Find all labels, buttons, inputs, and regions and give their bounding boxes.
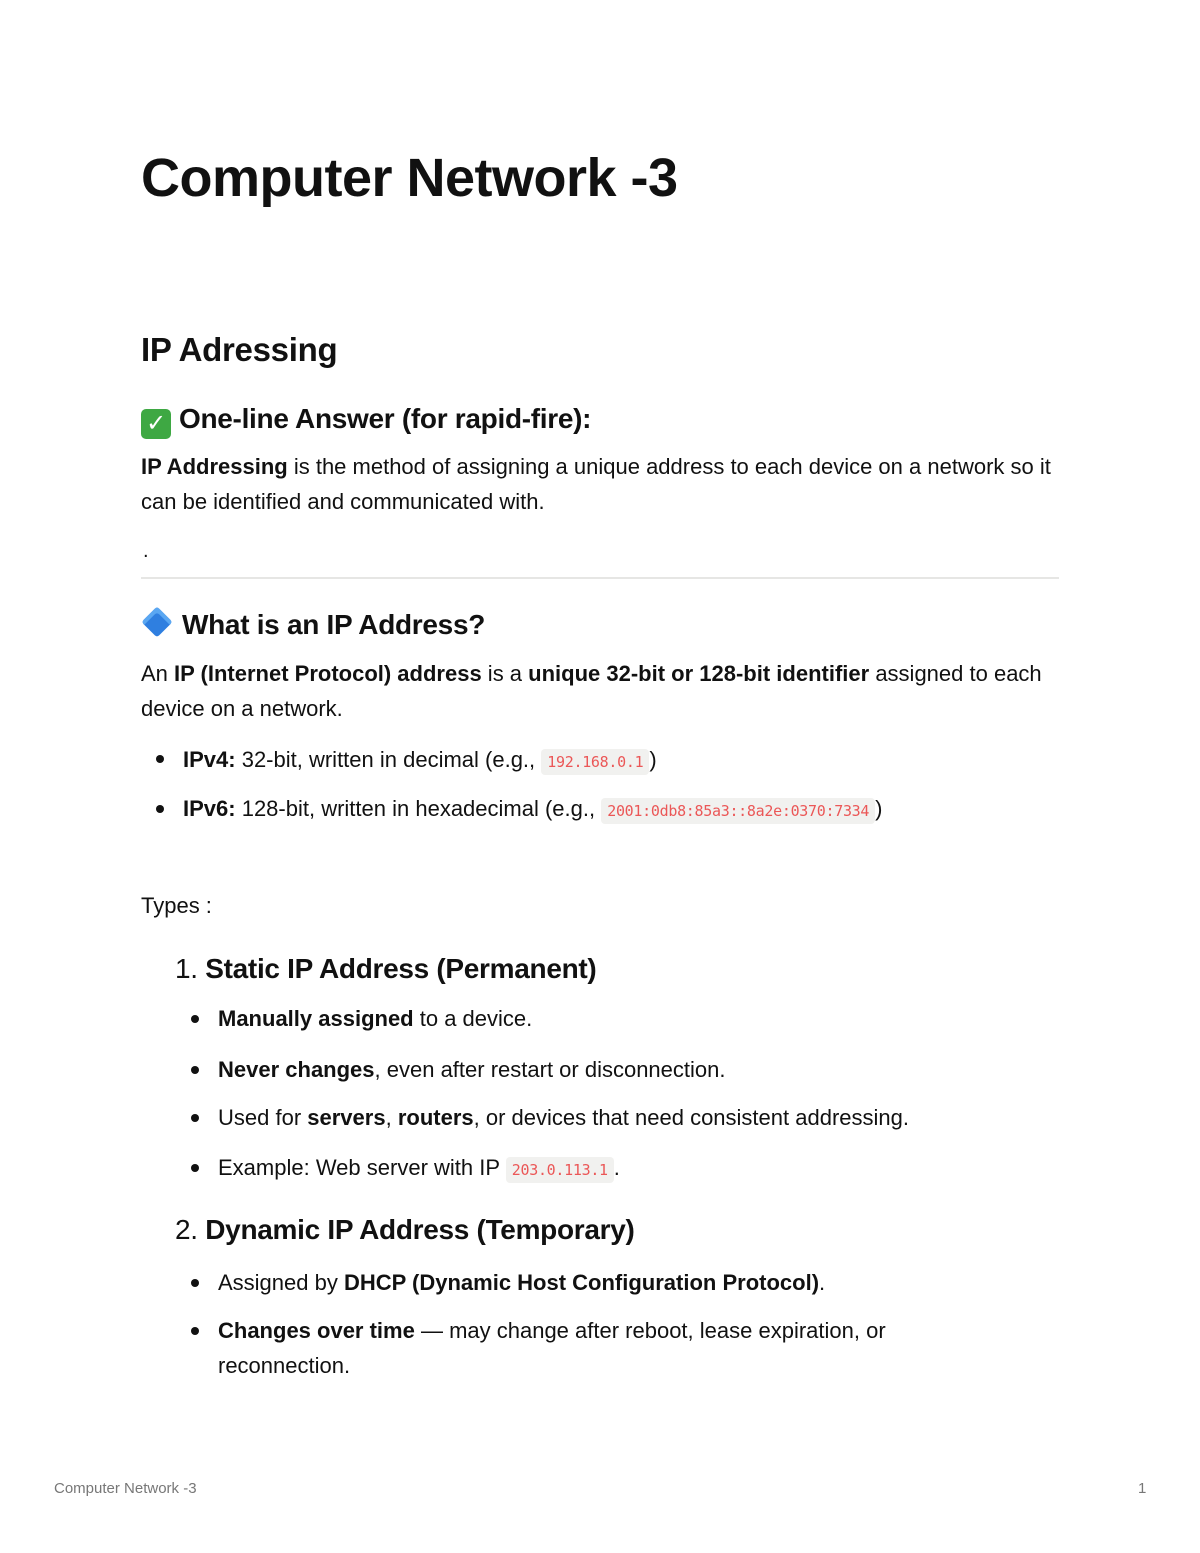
ipv4-example-code: 192.168.0.1 bbox=[541, 749, 649, 775]
static-item-used-for bbox=[218, 1100, 909, 1135]
what-is-suffix: assigned to each device on a network. bbox=[141, 661, 1042, 721]
bullet-icon bbox=[191, 1066, 199, 1074]
dynamic-item-text: Assigned by bbox=[218, 1270, 344, 1295]
static-item-text: to a device. bbox=[413, 1006, 533, 1031]
static-number: 1. bbox=[175, 953, 198, 984]
what-is-heading bbox=[141, 606, 485, 644]
ipv6-end: ) bbox=[875, 796, 883, 821]
static-item-example bbox=[218, 1150, 620, 1188]
dynamic-item-bold: Changes over time bbox=[218, 1318, 415, 1343]
bullet-icon bbox=[191, 1279, 199, 1287]
dynamic-heading-text: Dynamic IP Address (Temporary) bbox=[205, 1214, 635, 1245]
static-heading bbox=[175, 950, 596, 988]
static-heading-text: Static IP Address (Permanent) bbox=[205, 953, 597, 984]
what-is-heading-text: What is an IP Address? bbox=[182, 609, 486, 640]
dynamic-item-changes bbox=[218, 1313, 886, 1348]
ipv6-label: IPv6: bbox=[183, 796, 236, 821]
section-heading-ip-addressing: IP Adressing bbox=[141, 331, 338, 368]
ipv4-end: ) bbox=[649, 747, 657, 772]
blue-diamond-icon bbox=[141, 606, 172, 637]
oneline-heading bbox=[141, 400, 591, 439]
check-mark-icon: ✓ bbox=[141, 409, 171, 439]
stray-dot: . bbox=[143, 540, 149, 562]
static-item-text: . bbox=[613, 1155, 620, 1180]
oneline-bold: IP Addressing bbox=[141, 454, 288, 479]
static-item-text: , even after restart or disconnection. bbox=[374, 1057, 726, 1082]
dynamic-heading bbox=[175, 1211, 635, 1249]
ipv6-example-code: 2001:0db8:85a3::8a2e:0370:7334 bbox=[601, 798, 875, 824]
what-is-prefix: An bbox=[141, 661, 175, 686]
bullet-icon bbox=[156, 805, 164, 813]
ipv6-text: 128-bit, written in hexadecimal (e.g., bbox=[235, 796, 602, 821]
what-is-paragraph bbox=[141, 656, 1061, 726]
oneline-paragraph bbox=[141, 449, 1061, 519]
static-item-bold: Never changes bbox=[218, 1057, 375, 1082]
dynamic-item-text: — may change after reboot, lease expiration, or bbox=[414, 1318, 886, 1343]
static-item-text: Used for bbox=[218, 1105, 308, 1130]
what-is-mid: is a bbox=[481, 661, 529, 686]
static-item-text: , or devices that need consistent addressing. bbox=[473, 1105, 909, 1130]
list-item-ipv6 bbox=[183, 791, 882, 829]
static-item-bold-routers: routers bbox=[397, 1105, 474, 1130]
divider bbox=[141, 577, 1059, 579]
page-title: Computer Network -3 bbox=[141, 148, 678, 208]
what-is-bold-ip: IP (Internet Protocol) address bbox=[174, 661, 482, 686]
dynamic-item-text: . bbox=[819, 1270, 826, 1295]
static-item-sep: , bbox=[385, 1105, 398, 1130]
static-item-text: Example: Web server with IP bbox=[218, 1155, 506, 1180]
oneline-heading-text: One-line Answer (for rapid-fire): bbox=[179, 403, 592, 434]
types-label: Types : bbox=[141, 893, 212, 918]
page-number: 1 bbox=[1138, 1480, 1147, 1497]
static-item-manual bbox=[218, 1001, 532, 1036]
bullet-icon bbox=[191, 1015, 199, 1023]
static-item-bold-servers: servers bbox=[307, 1105, 386, 1130]
dynamic-number: 2. bbox=[175, 1214, 198, 1245]
bullet-icon bbox=[191, 1327, 199, 1335]
dynamic-item-bold: DHCP (Dynamic Host Configuration Protocol) bbox=[343, 1270, 820, 1295]
what-is-bold-identifier: unique 32-bit or 128-bit identifier bbox=[528, 661, 870, 686]
oneline-text: is the method of assigning a unique address to each device on a network so it can be identified and communicated with. bbox=[141, 454, 1051, 514]
bullet-icon bbox=[191, 1164, 199, 1172]
bullet-icon bbox=[191, 1114, 199, 1122]
ipv4-text: 32-bit, written in decimal (e.g., bbox=[235, 747, 542, 772]
static-example-code: 203.0.113.1 bbox=[506, 1157, 614, 1183]
static-item-never bbox=[218, 1052, 726, 1087]
static-item-bold: Manually assigned bbox=[218, 1006, 414, 1031]
bullet-icon bbox=[156, 755, 164, 763]
dynamic-item-dhcp bbox=[218, 1265, 825, 1300]
ipv4-label: IPv4: bbox=[183, 747, 236, 772]
list-item-ipv4 bbox=[183, 742, 657, 780]
dynamic-item-changes-cont: reconnection. bbox=[218, 1353, 351, 1378]
footer-title: Computer Network -3 bbox=[54, 1480, 197, 1497]
